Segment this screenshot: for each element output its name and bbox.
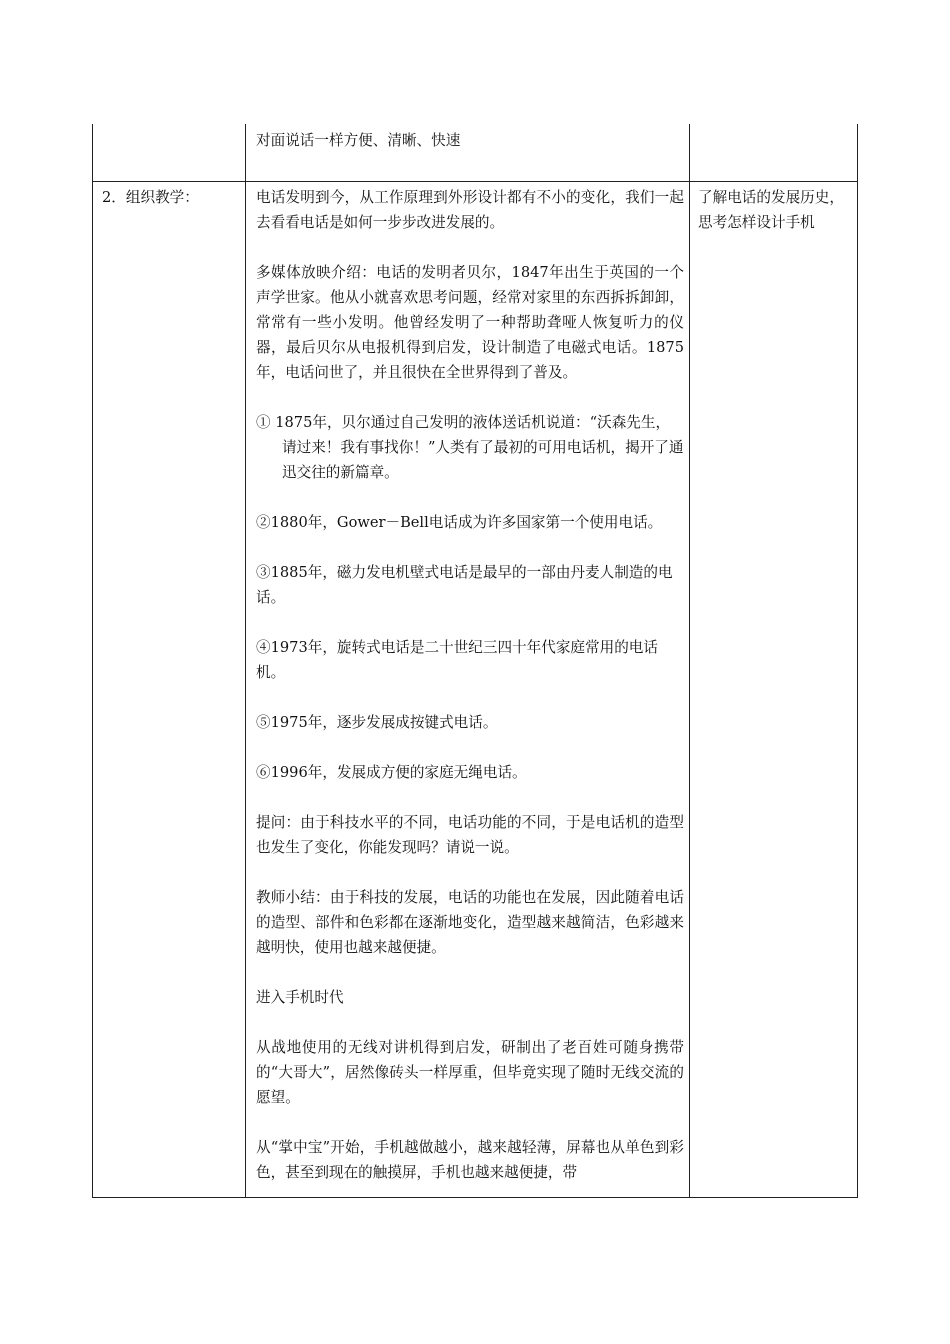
mobile-heading: 进入手机时代 bbox=[256, 989, 344, 1006]
multimedia-paragraph: 多媒体放映介绍：电话的发明者贝尔，1847年出生于英国的一个声学世家。他从小就喜欢思考问题，经常对家里的东西拆拆卸卸，常常有一些小发明。他曾经发明了一种帮助聋哑人恢复听力的仪器，最后贝尔从电报机得到启发，设计制造了电磁式电话。1875年，电话问世了，并且很快在全世界得到了普及。 bbox=[256, 264, 684, 381]
teaching-content bbox=[256, 185, 684, 1210]
row1-continuation-text: 对面说话一样方便、清晰、快速 bbox=[256, 132, 461, 149]
history-item: ③1885年，磁力发电机壁式电话是最早的一部由丹麦人制造的电话。 bbox=[256, 564, 673, 606]
history-item: ① 1875年，贝尔通过自己发明的液体送话机说道：“沃森先生，请过来！我有事找你！”人类有了最初的可用电话机，揭开了通迅交往的新篇章。 bbox=[256, 414, 684, 481]
step-label: 2．组织教学： bbox=[102, 189, 199, 206]
question-paragraph: 提问：由于科技水平的不同，电话功能的不同，于是电话机的造型也发生了变化，你能发现吗？请说一说。 bbox=[256, 814, 684, 856]
summary-paragraph: 教师小结：由于科技的发展，电话的功能也在发展，因此随着电话的造型、部件和色彩都在逐渐地变化，造型越来越简洁，色彩越来越明快，使用也越来越便捷。 bbox=[256, 889, 684, 956]
table-border-left bbox=[92, 124, 93, 1198]
column-divider-1 bbox=[245, 124, 246, 1198]
history-item: ⑤1975年，逐步发展成按键式电话。 bbox=[256, 714, 498, 731]
lesson-plan-table bbox=[92, 124, 858, 1198]
history-item: ④1973年，旋转式电话是二十世纪三四十年代家庭常用的电话机。 bbox=[256, 639, 658, 681]
history-item: ⑥1996年，发展成方便的家庭无绳电话。 bbox=[256, 764, 527, 781]
mobile-paragraph-2: 从“掌中宝”开始，手机越做越小，越来越轻薄，屏幕也从单色到彩色，甚至到现在的触摸屏，手机也越来越便捷，带 bbox=[256, 1139, 684, 1181]
intro-paragraph: 电话发明到今，从工作原理到外形设计都有不小的变化，我们一起去看看电话是如何一步步改进发展的。 bbox=[256, 189, 684, 231]
history-item: ②1880年，Gower－Bell电话成为许多国家第一个使用电话。 bbox=[256, 514, 663, 531]
student-activity: 了解电话的发展历史，思考怎样设计手机 bbox=[698, 189, 844, 231]
mobile-paragraph-1: 从战地使用的无线对讲机得到启发，研制出了老百姓可随身携带的“大哥大”，居然像砖头一样厚重，但毕竟实现了随时无线交流的愿望。 bbox=[256, 1039, 684, 1106]
column-divider-2 bbox=[689, 124, 690, 1198]
table-border-right bbox=[857, 124, 858, 1198]
row-divider bbox=[92, 181, 858, 182]
